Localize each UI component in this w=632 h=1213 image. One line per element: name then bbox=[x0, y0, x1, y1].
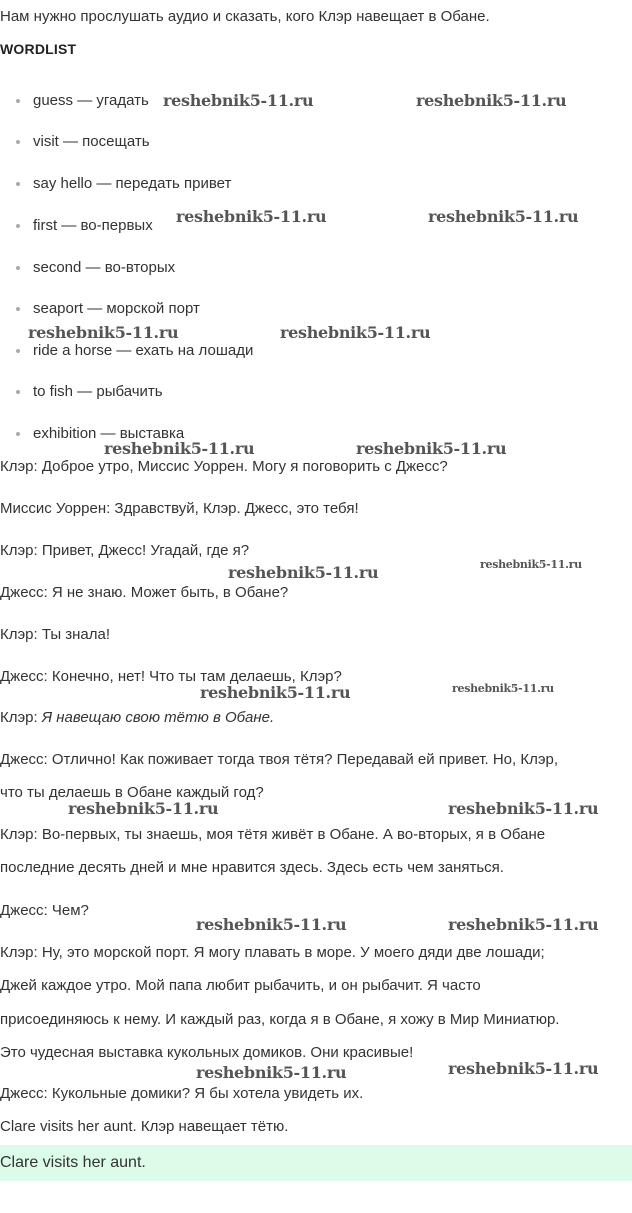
list-item bbox=[16, 299, 200, 319]
list-item bbox=[16, 382, 163, 402]
dialogue-line: Джей каждое утро. Мой папа любит рыбачить, и он рыбачит. Я часто bbox=[0, 977, 481, 994]
watermark: reshebnik5-11.ru bbox=[448, 1059, 599, 1078]
watermark: reshebnik5-11.ru bbox=[480, 558, 582, 571]
wordlist-heading: WORDLIST bbox=[0, 41, 77, 57]
list-item bbox=[16, 341, 253, 361]
list-item bbox=[16, 258, 175, 278]
watermark: reshebnik5-11.ru bbox=[176, 207, 327, 226]
watermark: reshebnik5-11.ru bbox=[200, 683, 351, 702]
dialogue-line: Миссис Уоррен: Здравствуй, Клэр. Джесс, это тебя! bbox=[0, 500, 359, 517]
bullet-icon bbox=[16, 224, 20, 228]
dialogue-line: Джесс: Чем? bbox=[0, 902, 89, 919]
list-item-text: exhibition — выставка bbox=[33, 425, 185, 442]
watermark: reshebnik5-11.ru bbox=[416, 91, 567, 110]
dialogue-line-highlight bbox=[0, 708, 274, 728]
watermark: reshebnik5-11.ru bbox=[196, 915, 347, 934]
watermark: reshebnik5-11.ru bbox=[228, 563, 379, 582]
dialogue-line: Клэр: Привет, Джесс! Угадай, где я? bbox=[0, 542, 250, 559]
bullet-icon bbox=[16, 182, 20, 186]
dialogue-line: Джесс: Я не знаю. Может быть, в Обане? bbox=[0, 584, 289, 601]
answer-box bbox=[0, 1145, 632, 1181]
dialogue-line: Клэр: Ты знала! bbox=[0, 626, 111, 643]
bullet-icon bbox=[16, 307, 20, 311]
intro-text: Нам нужно прослушать аудио и сказать, кого Клэр навещает в Обане. bbox=[0, 8, 490, 25]
bullet-icon bbox=[16, 140, 20, 144]
list-item-text: say hello — передать привет bbox=[33, 175, 232, 192]
watermark: reshebnik5-11.ru bbox=[280, 323, 431, 342]
list-item-text: first — во-первых bbox=[33, 217, 153, 234]
watermark: reshebnik5-11.ru bbox=[104, 439, 255, 458]
dialogue-line: Клэр: Во-первых, ты знаешь, моя тётя живёт в Обане. А во-вторых, я в Обане bbox=[0, 826, 546, 843]
answer-text: Clare visits her aunt. bbox=[0, 1154, 146, 1171]
bullet-icon bbox=[16, 432, 20, 436]
list-item-text: guess — угадать bbox=[33, 92, 149, 109]
key-sentence: Я навещаю свою тётю в Обане. bbox=[41, 709, 275, 726]
watermark: reshebnik5-11.ru bbox=[428, 207, 579, 226]
dialogue-line: Джесс: Отлично! Как поживает тогда твоя тётя? Передавай ей привет. Но, Клэр, bbox=[0, 751, 558, 768]
dialogue-line: последние десять дней и мне нравится здесь. Здесь есть чем заняться. bbox=[0, 859, 504, 876]
watermark: reshebnik5-11.ru bbox=[448, 799, 599, 818]
list-item-text: seaport — морской порт bbox=[33, 300, 200, 317]
list-item-text: second — во-вторых bbox=[33, 259, 176, 276]
speaker: Клэр: bbox=[0, 709, 42, 726]
dialogue-line: Джесс: Конечно, нет! Что ты там делаешь, Клэр? bbox=[0, 668, 342, 685]
watermark: reshebnik5-11.ru bbox=[196, 1063, 347, 1082]
watermark: reshebnik5-11.ru bbox=[452, 682, 554, 695]
dialogue-line: Клэр: Доброе утро, Миссис Уоррен. Могу я поговорить с Джесс? bbox=[0, 458, 448, 475]
bullet-icon bbox=[16, 390, 20, 394]
list-item-text: ride a horse — ехать на лошади bbox=[33, 342, 254, 359]
dialogue-line: Это чудесная выставка кукольных домиков. Они красивые! bbox=[0, 1044, 414, 1061]
watermark: reshebnik5-11.ru bbox=[448, 915, 599, 934]
list-item bbox=[16, 216, 153, 236]
bullet-icon bbox=[16, 266, 20, 270]
list-item-text: to fish — рыбачить bbox=[33, 383, 163, 400]
list-item bbox=[16, 132, 150, 152]
watermark: reshebnik5-11.ru bbox=[356, 439, 507, 458]
list-item-text: visit — посещать bbox=[33, 133, 150, 150]
dialogue-line: присоединяюсь к нему. И каждый раз, когда я в Обане, я хожу в Мир Миниатюр. bbox=[0, 1011, 560, 1028]
summary-text: Clare visits her aunt. Клэр навещает тётю. bbox=[0, 1118, 289, 1135]
dialogue-line: Клэр: Ну, это морской порт. Я могу плавать в море. У моего дяди две лошади; bbox=[0, 944, 545, 961]
dialogue-line: что ты делаешь в Обане каждый год? bbox=[0, 784, 264, 801]
dialogue-line: Джесс: Кукольные домики? Я бы хотела увидеть их. bbox=[0, 1085, 364, 1102]
list-item bbox=[16, 91, 149, 111]
watermark: reshebnik5-11.ru bbox=[163, 91, 314, 110]
watermark: reshebnik5-11.ru bbox=[68, 799, 219, 818]
bullet-icon bbox=[16, 349, 20, 353]
watermark: reshebnik5-11.ru bbox=[28, 323, 179, 342]
list-item bbox=[16, 174, 231, 194]
bullet-icon bbox=[16, 99, 20, 103]
